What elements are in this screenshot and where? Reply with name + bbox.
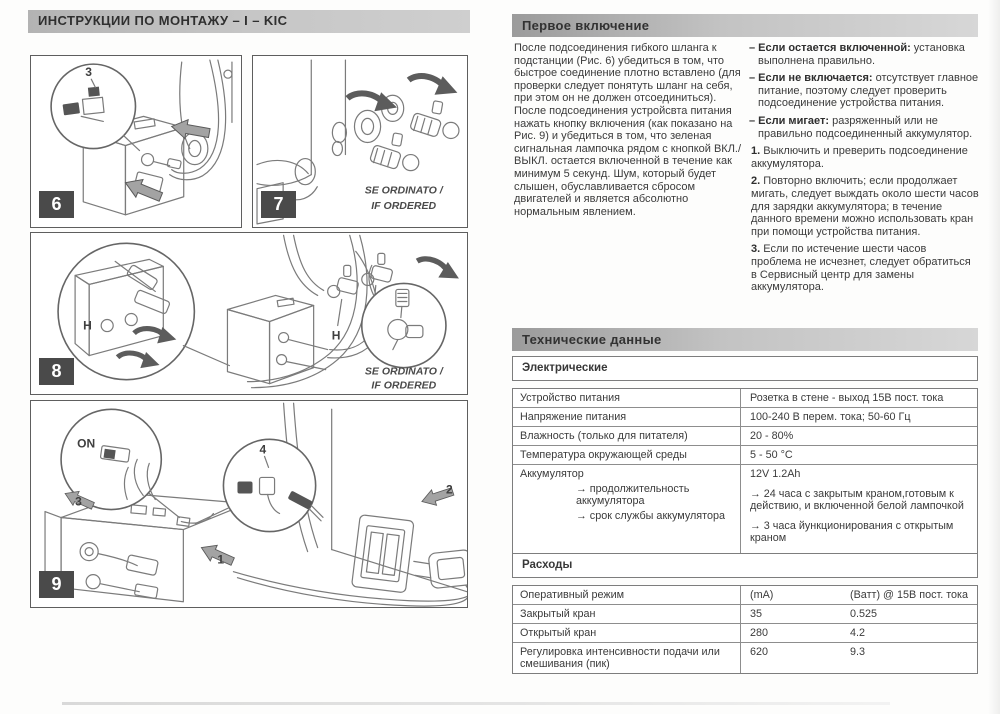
figure-8-illustration	[31, 233, 467, 394]
row-watt: 4.2	[850, 627, 866, 639]
section-header-technical-data: Технические данные	[512, 328, 978, 351]
figure-6-panel	[30, 55, 242, 228]
figure-9-number-badge: 9	[39, 571, 74, 598]
row-label: Напряжение питания	[513, 408, 741, 426]
table-header-row	[513, 586, 977, 604]
step-item: 3. Если по истечение шести часов проблема не исчезнет, следует обратиться в Сервисный центр для замены аккумулятора.	[751, 243, 971, 294]
bullet-item: – Если остается включенной: установка выполнена правильно.	[749, 42, 965, 67]
row-ma: 620	[750, 646, 769, 658]
table-row	[513, 389, 977, 407]
column-header: Оперативный режим	[513, 586, 741, 604]
row-label: Регулировка интенсивности подачи или смешивания (пик)	[513, 643, 741, 673]
figure-7-panel	[252, 55, 468, 228]
figure-9-callout-3: 3	[75, 494, 82, 509]
figure-8-caption-line1: SE ORDINATO /	[364, 365, 443, 378]
figure-9-illustration	[31, 401, 467, 607]
row-label: Закрытый кран	[513, 605, 741, 623]
consumption-table	[512, 585, 978, 674]
first-start-paragraphs	[514, 42, 747, 218]
subsection-consumption: Расходы	[512, 553, 978, 578]
table-row	[513, 426, 977, 445]
row-label: Устройство питания	[513, 389, 741, 407]
figure-9-panel	[30, 400, 468, 608]
table-row	[513, 642, 977, 673]
figure-9-on-label: ON	[77, 436, 96, 451]
row-value: 5 - 50 °C	[750, 449, 793, 461]
figure-6-number-badge: 6	[39, 191, 74, 218]
first-start-bullets	[749, 42, 979, 299]
table-row-battery	[513, 464, 977, 553]
table-row	[513, 445, 977, 464]
electrical-table	[512, 388, 978, 554]
figure-8-caption-line2: IF ORDERED	[371, 379, 437, 392]
row-label: Аккумулятор → продолжительность аккумулятора → срок службы аккумулятора	[513, 465, 741, 553]
table-row	[513, 407, 977, 426]
page-bottom-shadow	[62, 702, 890, 705]
step-item: 1. Выключить и преверить подсоединение аккумулятора.	[751, 145, 968, 170]
figure-7-number-badge: 7	[261, 191, 296, 218]
figure-8-number-badge: 8	[39, 358, 74, 385]
page-title: ИНСТРУКЦИИ ПО МОНТАЖУ – I – KIC	[28, 10, 470, 33]
page-edge-shade	[988, 0, 1000, 714]
section-header-first-start: Первое включение	[512, 14, 978, 37]
figure-8-hot-inner-label: H	[83, 318, 92, 333]
step-item: 2. Повторно включить; если продолжает мигать, следует выждать около шести часов для зарядки аккумулятора; в течение данного времени можно использовать кран при помощи устройства питания.	[751, 175, 979, 238]
row-ma: 280	[750, 627, 769, 639]
battery-sub-value: → 3 часа йункционирования с открытым краном	[750, 520, 954, 544]
row-value: 12V 1.2Ah → 24 часа с закрытым краном,готовым к действию, и включенной белой лампочкой → 3 часа йункционирования с открытым краном	[741, 465, 977, 553]
figure-9-callout-4: 4	[259, 442, 267, 457]
bullet-item: – Если не включается: отсутствует главное питание, поэтому следует проверить подсоединение устройства питания.	[749, 72, 979, 110]
paragraph: После подсоединения устройсвта питания нажать кнопку включения (как показано на Рис. 9) и убедиться в том, что зеленая сигнальная лампочка рядом с кнопкой ВКЛ./ВЫКЛ. остается включенной в течение как минимум 5 секунд. Шум, который будет слышен, обуславливается сбросом двигателей и является абсолютно нормальным явлением.	[514, 104, 742, 218]
row-value: 100-240 В перем. тока; 50-60 Гц	[750, 411, 911, 423]
table-row	[513, 604, 977, 623]
figure-8-panel	[30, 232, 468, 395]
column-header: (Ватт) @ 15В пост. тока	[850, 589, 969, 601]
row-label: Температура окружающей среды	[513, 446, 741, 464]
figure-8-hot-label: H	[331, 328, 341, 343]
row-watt: 0.525	[850, 608, 878, 620]
battery-sub-label: → продолжительность аккумулятора	[576, 483, 690, 507]
figure-9-callout-1: 1	[217, 552, 225, 567]
column-header: (mA)	[750, 589, 774, 601]
row-watt: 9.3	[850, 646, 866, 658]
row-label: Открытый кран	[513, 624, 741, 642]
bullet-item: – Если мигает: разряженный или не правильно подсоединенный аккумулятор.	[749, 114, 973, 140]
row-label: Влажность (только для питателя)	[513, 427, 741, 445]
figure-7-caption-line2: IF ORDERED	[371, 199, 437, 212]
figure-7-caption-line1: SE ORDINATO /	[364, 184, 443, 197]
table-row	[513, 623, 977, 642]
row-ma: 35	[750, 608, 763, 620]
subsection-electrical: Электрические	[512, 356, 978, 381]
battery-sub-label: → срок службы аккумулятора	[576, 510, 725, 522]
paragraph: После подсоединения гибкого шланга к подстанции (Рис. 6) убедиться в том, что быстрое соединение плотно вставлено (для проверки следует понятуть шланг на себя, при этом он не должен отсоединиться).	[514, 42, 741, 105]
figure-6-callout-label: 3	[85, 65, 92, 80]
row-value: 20 - 80%	[750, 430, 794, 442]
battery-sub-value: → 24 часа с закрытым краном,готовым к действию, и включенной белой лампочкой	[750, 488, 964, 512]
figure-9-callout-2: 2	[445, 482, 453, 497]
row-value: Розетка в стене - выход 15В пост. тока	[750, 392, 944, 404]
